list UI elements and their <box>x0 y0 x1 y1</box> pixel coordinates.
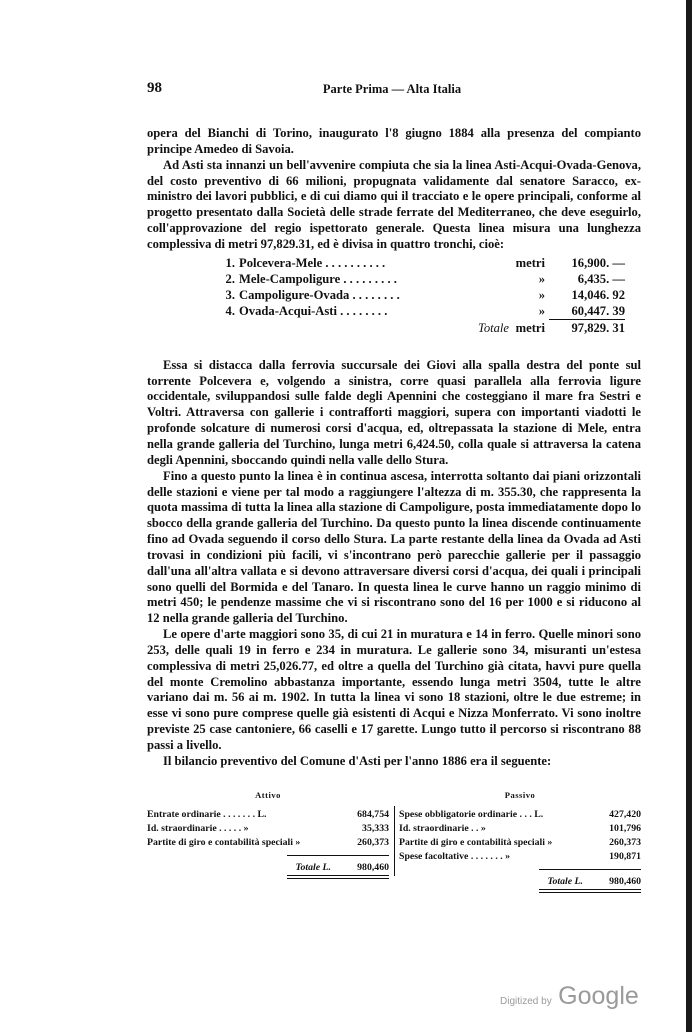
passivo-row <box>399 850 641 864</box>
passivo-total-amount: 980,460 <box>609 876 641 887</box>
paragraph: Il bilancio preventivo del Comune d'Asti per l'anno 1886 era il seguente: <box>163 753 552 768</box>
attivo-row <box>147 808 389 822</box>
passivo-row-amount: 101,796 <box>609 823 641 834</box>
passivo-row-label: Id. straordinarie . . » <box>399 823 486 834</box>
route-unit: » <box>538 304 545 318</box>
google-watermark <box>500 982 639 1011</box>
passivo-row-label: Spese obbligatorie ordinarie . . . L. <box>399 809 544 820</box>
attivo-row-label: Entrate ordinarie . . . . . . . L. <box>147 809 267 820</box>
route-unit: metri <box>515 255 545 270</box>
leader-dots: . . . . . . . . <box>340 304 388 318</box>
passivo-row-amount: 190,871 <box>609 851 641 862</box>
passivo-row-amount: 260,373 <box>609 837 641 848</box>
attivo-rule <box>287 855 389 856</box>
passivo-row-amount: 427,420 <box>609 809 641 820</box>
attivo-double-rule <box>287 875 389 879</box>
passivo-title: Passivo <box>504 790 536 800</box>
attivo-row <box>147 822 389 836</box>
attivo-row-amount: 260,373 <box>357 837 389 848</box>
route-unit: » <box>538 271 545 286</box>
route-name: Mele-Campoligure <box>239 271 341 286</box>
attivo-total-label: Totale L. <box>295 862 331 873</box>
route-name-cell <box>239 287 513 303</box>
paragraph: opera del Bianchi di Torino, inaugurato l'8 giugno 1884 alla presenza del compianto principe Amedeo di Savoia. <box>147 126 641 156</box>
google-logo: Google <box>558 982 639 1010</box>
page-header <box>147 80 637 100</box>
attivo-total-amount: 980,460 <box>357 862 389 873</box>
column-divider <box>394 806 395 876</box>
route-row <box>217 271 625 287</box>
attivo-row-label: Partite di giro e contabilità speciali » <box>147 837 301 848</box>
paragraph: Le opere d'arte maggiori sono 35, di cui 21 in muratura e 14 in ferro. Quelle minori sono 253, delle quali 19 in ferro e 234 in muratura. Le gallerie sono 34, misuranti un'estesa complessiva di metri 25,026.77, ed oltre a quella del Turchino già citata, havvi pure quella del monte Cremolino abbastanza importante, essendo lunga metri 3504, tutte le altre variano dai m. 56 ai m. 1902. In tutta la linea vi sono 18 stazioni, oltre le due estreme; in esse vi sono pure comprese quelle già esistenti di Acqui e Nizza Monferrato. Vi sono inoltre previste 25 case cantoniere, 66 caselli e 17 garette. Lungo tutto il percorso si riscontrano 88 passi a livello. <box>147 627 641 752</box>
route-unit: » <box>538 287 545 302</box>
body-text <box>147 126 641 770</box>
route-name-cell <box>239 255 513 271</box>
leader-dots: . . . . . . . . <box>352 287 400 302</box>
attivo-row-amount: 35,333 <box>362 823 389 834</box>
attivo-row-amount: 684,754 <box>357 809 389 820</box>
page-number: 98 <box>147 80 162 96</box>
route-row <box>217 303 625 320</box>
route-total-amount: 97,829. 31 <box>549 319 625 336</box>
attivo-total-row <box>147 861 389 875</box>
watermark-prefix: Digitized by <box>500 996 552 1007</box>
page-edge <box>686 0 692 1032</box>
passivo-double-rule <box>539 889 641 893</box>
passivo-row <box>399 836 641 850</box>
passivo-total-label: Totale L. <box>547 876 583 887</box>
passivo-rule <box>539 869 641 870</box>
route-num: 2. <box>225 271 235 286</box>
route-amount: 14,046. 92 <box>571 287 625 302</box>
route-name-cell <box>239 271 513 287</box>
route-amount: 60,447. 39 <box>571 303 625 318</box>
route-amount: 16,900. — <box>571 255 625 270</box>
route-total-row <box>217 319 625 336</box>
attivo-row <box>147 836 389 850</box>
route-name: Polcevera-Mele <box>239 255 323 270</box>
route-name: Campoligure-Ovada <box>239 287 350 302</box>
paragraph: Essa si distacca dalla ferrovia succursale dei Giovi alla spalla destra del ponte sul torrente Polcevera e, volgendo a sinistra, corre quasi parallela alla ferrovia ligure occidentale, sviluppandosi sulle falde degli Apennini che costeggiano il mare fra Sestri e Voltri. Attraversa con gallerie i contrafforti maggiori, supera con importanti viadotti le profonde solcature di numerosi corsi d'acqua, ed, oltrepassata la stazione di Mele, entra nella grande galleria del Turchino, lunga metri 6,424.50, colla quale si attraversa la catena degli Apennini, sboccando quindi nella valle dello Stura. <box>147 357 641 467</box>
passivo-row-label: Spese facoltative . . . . . . . » <box>399 851 511 862</box>
passivo-row <box>399 808 641 822</box>
running-head: Parte Prima — Alta Italia <box>322 82 462 96</box>
route-total-unit: metri <box>515 320 545 335</box>
route-num: 3. <box>225 287 235 302</box>
route-name-cell <box>239 303 513 320</box>
attivo-title: Attivo <box>255 790 281 800</box>
passivo-row-label: Partite di giro e contabilità speciali » <box>399 837 553 848</box>
route-num: 4. <box>225 304 235 318</box>
paragraph: Ad Asti sta innanzi un bell'avvenire compiuta che sia la linea Asti-Acqui-Ovada-Genova, del costo preventivo di 66 milioni, propugnata validamente dal senatore Saracco, ex-ministro dei lavori pubblici, e di cui diamo qui il tracciato e le opere principali, conforme al progetto presentato dalla Società delle strade ferrate del Mediterraneo, che deve eseguirlo, coll'approvazione del regio ispettorato generale. Questa linea misura una lunghezza complessiva di metri 97,829.31, ed è divisa in quattro tronchi, cioè: <box>147 157 641 251</box>
passivo-total-row <box>399 875 641 889</box>
paragraph: Fino a questo punto la linea è in continua ascesa, interrotta soltanto dai piani orizzontali delle stazioni e viene per tal modo a raggiungere l'altezza di m. 355.30, che rappresenta la quota massima di tutta la linea alla stazione di Campoligure, posta immediatamente dopo lo sbocco della grande galleria del Turchino. Da questo punto la linea discende continuamente fino ad Ovada seguendo il corso dello Stura. La parte restante della linea da Ovada ad Asti trovasi in condizioni più facili, vi s'incontrano però parecchie gallerie per il passaggio dall'una all'altra vallata e si devono attraversare diversi corsi d'acqua, dei quali i principali sono quelli del Bormida e del Tanaro. In questa linea le curve hanno un raggio minimo di metri 450; le pendenze massime che vi si riscontrano sono del 16 per 1000 e si riducono al 12 nella grande galleria del Turchino. <box>147 468 641 626</box>
leader-dots: . . . . . . . . . <box>343 271 397 286</box>
route-name: Ovada-Acqui-Asti <box>239 304 337 318</box>
leader-dots: . . . . . . . . . . <box>325 255 386 270</box>
passivo-row <box>399 822 641 836</box>
route-amount: 6,435. — <box>577 271 625 286</box>
route-sections-table <box>217 255 625 336</box>
route-row <box>217 255 625 271</box>
attivo-column <box>147 788 389 879</box>
passivo-column <box>399 788 641 893</box>
route-row <box>217 287 625 303</box>
attivo-row-label: Id. straordinarie . . . . . » <box>147 823 249 834</box>
route-total-label: Totale <box>477 320 509 335</box>
route-num: 1. <box>225 255 235 270</box>
